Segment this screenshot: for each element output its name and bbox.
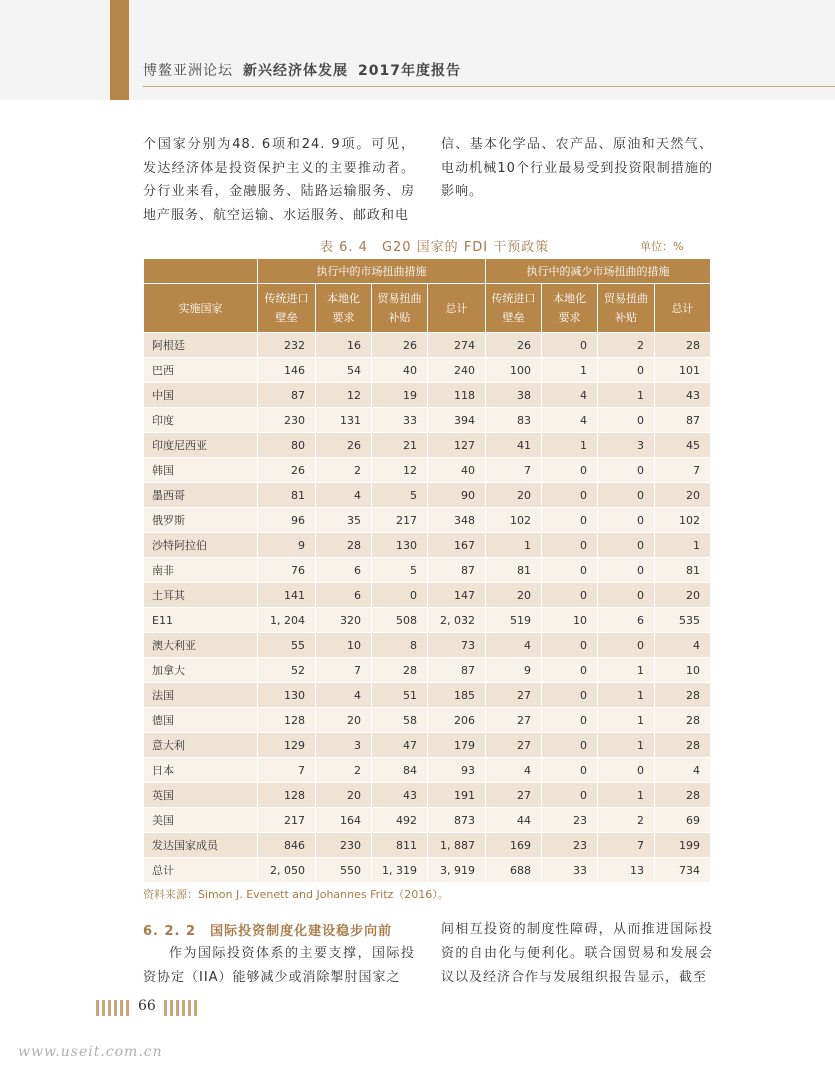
value-cell: 164 (316, 808, 372, 833)
table-row (144, 458, 711, 483)
header-title: 新兴经济体发展 (243, 63, 348, 79)
value-cell: 20 (655, 583, 711, 608)
value-cell: 0 (542, 558, 598, 583)
value-cell: 7 (486, 458, 542, 483)
value-cell: 128 (258, 783, 316, 808)
folio-bars-right (164, 1000, 197, 1016)
value-cell: 28 (655, 733, 711, 758)
value-cell: 147 (428, 583, 486, 608)
value-cell: 734 (655, 858, 711, 883)
value-cell: 43 (372, 783, 428, 808)
value-cell: 87 (655, 408, 711, 433)
sub-header-cell (655, 284, 711, 333)
value-cell: 118 (428, 383, 486, 408)
value-cell: 0 (542, 733, 598, 758)
value-cell: 27 (486, 683, 542, 708)
intro-left-column: 个国家分别为48. 6项和24. 9项。可见，发达经济体是投资保护主义的主要推动者。分行业来看，金融服务、陆路运输服务、房地产服务、航空运输、水运服务、邮政和电 (143, 137, 415, 223)
value-cell: 2 (316, 758, 372, 783)
value-cell: 1 (655, 533, 711, 558)
header-accent-bar (110, 0, 129, 100)
fdi-policy-table (143, 258, 711, 883)
value-cell: 4 (316, 683, 372, 708)
country-cell: 土耳其 (144, 583, 258, 608)
value-cell: 131 (316, 408, 372, 433)
country-cell: 印度尼西亚 (144, 433, 258, 458)
value-cell: 1, 319 (372, 858, 428, 883)
value-cell: 100 (486, 358, 542, 383)
value-cell: 1 (598, 733, 655, 758)
value-cell: 26 (486, 333, 542, 358)
value-cell: 58 (372, 708, 428, 733)
table-row (144, 383, 711, 408)
table-row (144, 858, 711, 883)
value-cell: 1 (598, 383, 655, 408)
value-cell: 0 (598, 408, 655, 433)
country-cell: 俄罗斯 (144, 508, 258, 533)
value-cell: 199 (655, 833, 711, 858)
sub-header-cell (258, 284, 316, 333)
value-cell: 146 (258, 358, 316, 383)
value-cell: 27 (486, 783, 542, 808)
value-cell: 73 (428, 633, 486, 658)
value-cell: 55 (258, 633, 316, 658)
value-cell: 10 (542, 608, 598, 633)
value-cell: 4 (316, 483, 372, 508)
value-cell: 0 (542, 758, 598, 783)
value-cell: 21 (372, 433, 428, 458)
section-right-column: 间相互投资的制度性障碍，从而推进国际投资的自由化与便利化。联合国贸易和发展会议以及经济合作与发展组织报告显示，截至 (441, 922, 713, 985)
value-cell: 81 (655, 558, 711, 583)
value-cell: 5 (372, 483, 428, 508)
value-cell: 20 (486, 483, 542, 508)
running-header (143, 60, 461, 80)
table-row (144, 783, 711, 808)
value-cell: 96 (258, 508, 316, 533)
group-header-distorting: 执行中的市场扭曲措施 (258, 259, 486, 284)
value-cell: 688 (486, 858, 542, 883)
table-row (144, 358, 711, 383)
value-cell: 28 (316, 533, 372, 558)
sub-header-line: 本地化 (553, 292, 586, 305)
country-cell: 巴西 (144, 358, 258, 383)
value-cell: 4 (655, 633, 711, 658)
value-cell: 40 (428, 458, 486, 483)
value-cell: 230 (316, 833, 372, 858)
table-row (144, 433, 711, 458)
value-cell: 27 (486, 708, 542, 733)
value-cell: 12 (316, 383, 372, 408)
value-cell: 28 (372, 658, 428, 683)
country-cell: 发达国家成员 (144, 833, 258, 858)
value-cell: 6 (316, 558, 372, 583)
sub-header-cell (486, 284, 542, 333)
value-cell: 0 (598, 558, 655, 583)
value-cell: 2 (316, 458, 372, 483)
value-cell: 43 (655, 383, 711, 408)
value-cell: 2 (598, 808, 655, 833)
value-cell: 191 (428, 783, 486, 808)
value-cell: 535 (655, 608, 711, 633)
value-cell: 141 (258, 583, 316, 608)
value-cell: 811 (372, 833, 428, 858)
table-row (144, 483, 711, 508)
country-cell: 加拿大 (144, 658, 258, 683)
value-cell: 4 (655, 758, 711, 783)
value-cell: 3 (598, 433, 655, 458)
table-caption: 表 6. 4 G20 国家的 FDI 干预政策 (320, 240, 550, 255)
value-cell: 33 (542, 858, 598, 883)
value-cell: 217 (258, 808, 316, 833)
value-cell: 19 (372, 383, 428, 408)
value-cell: 0 (598, 533, 655, 558)
value-cell: 41 (486, 433, 542, 458)
value-cell: 3 (316, 733, 372, 758)
value-cell: 0 (542, 633, 598, 658)
value-cell: 169 (486, 833, 542, 858)
section-left-column: 作为国际投资体系的主要支撑，国际投资协定（IIA）能够减少或消除掣肘国家之 (143, 946, 415, 985)
value-cell: 1, 204 (258, 608, 316, 633)
value-cell: 232 (258, 333, 316, 358)
value-cell: 0 (542, 458, 598, 483)
table-row (144, 583, 711, 608)
value-cell: 1 (542, 433, 598, 458)
value-cell: 83 (486, 408, 542, 433)
sub-header-line: 壁垒 (502, 311, 525, 324)
value-cell: 47 (372, 733, 428, 758)
value-cell: 44 (486, 808, 542, 833)
value-cell: 519 (486, 608, 542, 633)
value-cell: 10 (316, 633, 372, 658)
value-cell: 28 (655, 783, 711, 808)
value-cell: 0 (542, 658, 598, 683)
intro-right-column: 信、基本化学品、农产品、原油和天然气、电动机械10个行业最易受到投资限制措施的影响。 (441, 137, 713, 199)
value-cell: 0 (598, 358, 655, 383)
value-cell: 20 (316, 708, 372, 733)
table-row (144, 408, 711, 433)
value-cell: 7 (258, 758, 316, 783)
group-header-reducing: 执行中的减少市场扭曲的措施 (486, 259, 711, 284)
value-cell: 127 (428, 433, 486, 458)
value-cell: 7 (655, 458, 711, 483)
value-cell: 0 (598, 483, 655, 508)
value-cell: 80 (258, 433, 316, 458)
value-cell: 20 (486, 583, 542, 608)
value-cell: 26 (372, 333, 428, 358)
table-source: 资料来源：Simon J. Evenett and Johannes Fritz（2016）。 (143, 888, 449, 901)
value-cell: 35 (316, 508, 372, 533)
value-cell: 33 (372, 408, 428, 433)
value-cell: 348 (428, 508, 486, 533)
value-cell: 8 (372, 633, 428, 658)
value-cell: 394 (428, 408, 486, 433)
value-cell: 3, 919 (428, 858, 486, 883)
value-cell: 4 (486, 758, 542, 783)
watermark: www.useit.com.cn (18, 1044, 163, 1060)
value-cell: 93 (428, 758, 486, 783)
value-cell: 4 (542, 408, 598, 433)
value-cell: 5 (372, 558, 428, 583)
value-cell: 230 (258, 408, 316, 433)
country-cell: 中国 (144, 383, 258, 408)
section-heading: 6. 2. 2 国际投资制度化建设稳步向前 (143, 924, 393, 939)
country-cell: 阿根廷 (144, 333, 258, 358)
value-cell: 20 (316, 783, 372, 808)
table-row (144, 833, 711, 858)
value-cell: 128 (258, 708, 316, 733)
sub-header-line: 补贴 (615, 311, 637, 324)
value-cell: 51 (372, 683, 428, 708)
value-cell: 81 (486, 558, 542, 583)
country-cell: 美国 (144, 808, 258, 833)
value-cell: 28 (655, 708, 711, 733)
value-cell: 2, 032 (428, 608, 486, 633)
sub-header-line: 本地化 (327, 292, 360, 305)
table-row (144, 333, 711, 358)
value-cell: 0 (542, 683, 598, 708)
value-cell: 7 (316, 658, 372, 683)
value-cell: 1 (598, 658, 655, 683)
value-cell: 87 (428, 658, 486, 683)
header-year-report: 2017年度报告 (358, 63, 461, 79)
value-cell: 0 (542, 533, 598, 558)
value-cell: 274 (428, 333, 486, 358)
value-cell: 12 (372, 458, 428, 483)
value-cell: 2 (598, 333, 655, 358)
table-row (144, 633, 711, 658)
sub-header-line: 传统进口 (264, 292, 309, 305)
sub-header-line: 总计 (445, 301, 468, 315)
value-cell: 1 (598, 783, 655, 808)
value-cell: 508 (372, 608, 428, 633)
value-cell: 0 (598, 583, 655, 608)
value-cell: 0 (542, 583, 598, 608)
table-row (144, 508, 711, 533)
value-cell: 0 (598, 633, 655, 658)
value-cell: 101 (655, 358, 711, 383)
value-cell: 26 (316, 433, 372, 458)
value-cell: 87 (258, 383, 316, 408)
value-cell: 492 (372, 808, 428, 833)
table-row (144, 808, 711, 833)
value-cell: 54 (316, 358, 372, 383)
sub-header-line: 传统进口 (491, 292, 536, 305)
value-cell: 130 (372, 533, 428, 558)
value-cell: 240 (428, 358, 486, 383)
sub-header-cell (428, 284, 486, 333)
table-row (144, 608, 711, 633)
country-cell: 南非 (144, 558, 258, 583)
table-unit: 单位：% (640, 240, 684, 253)
country-cell: 墨西哥 (144, 483, 258, 508)
sub-header-line: 总计 (671, 301, 694, 315)
country-cell: 印度 (144, 408, 258, 433)
value-cell: 1 (486, 533, 542, 558)
value-cell: 38 (486, 383, 542, 408)
value-cell: 23 (542, 833, 598, 858)
value-cell: 1 (598, 708, 655, 733)
value-cell: 52 (258, 658, 316, 683)
table-row (144, 533, 711, 558)
value-cell: 0 (542, 483, 598, 508)
country-cell: 沙特阿拉伯 (144, 533, 258, 558)
country-cell: 日本 (144, 758, 258, 783)
value-cell: 129 (258, 733, 316, 758)
value-cell: 9 (486, 658, 542, 683)
sub-header-cell (316, 284, 372, 333)
sub-header-line: 要求 (332, 311, 355, 324)
country-cell: 韩国 (144, 458, 258, 483)
value-cell: 27 (486, 733, 542, 758)
table-row (144, 658, 711, 683)
value-cell: 185 (428, 683, 486, 708)
value-cell: 69 (655, 808, 711, 833)
table-row (144, 733, 711, 758)
page-number: 66 (138, 998, 156, 1014)
value-cell: 0 (542, 508, 598, 533)
sub-header-line: 贸易扭曲 (604, 292, 648, 305)
header-series: 博鳌亚洲论坛 (143, 63, 233, 79)
value-cell: 76 (258, 558, 316, 583)
value-cell: 167 (428, 533, 486, 558)
value-cell: 1 (542, 358, 598, 383)
value-cell: 0 (372, 583, 428, 608)
value-cell: 84 (372, 758, 428, 783)
value-cell: 0 (598, 758, 655, 783)
value-cell: 846 (258, 833, 316, 858)
value-cell: 20 (655, 483, 711, 508)
value-cell: 13 (598, 858, 655, 883)
value-cell: 0 (598, 458, 655, 483)
value-cell: 550 (316, 858, 372, 883)
table-row (144, 558, 711, 583)
value-cell: 28 (655, 683, 711, 708)
value-cell: 0 (542, 783, 598, 808)
sub-header-line: 贸易扭曲 (377, 292, 422, 305)
value-cell: 1, 887 (428, 833, 486, 858)
value-cell: 102 (486, 508, 542, 533)
value-cell: 320 (316, 608, 372, 633)
value-cell: 0 (542, 333, 598, 358)
sub-header-line: 壁垒 (275, 311, 298, 324)
value-cell: 102 (655, 508, 711, 533)
country-cell: 英国 (144, 783, 258, 808)
value-cell: 40 (372, 358, 428, 383)
table-row (144, 708, 711, 733)
value-cell: 90 (428, 483, 486, 508)
corner-header-cell (144, 259, 258, 284)
value-cell: 81 (258, 483, 316, 508)
value-cell: 179 (428, 733, 486, 758)
value-cell: 206 (428, 708, 486, 733)
value-cell: 23 (542, 808, 598, 833)
value-cell: 28 (655, 333, 711, 358)
country-cell: 澳大利亚 (144, 633, 258, 658)
country-cell: 总计 (144, 858, 258, 883)
value-cell: 6 (316, 583, 372, 608)
value-cell: 1 (598, 683, 655, 708)
sub-header-line: 补贴 (388, 311, 411, 324)
sub-header-cell (372, 284, 428, 333)
country-column-header: 实施国家 (144, 284, 258, 333)
value-cell: 87 (428, 558, 486, 583)
sub-header-cell (542, 284, 598, 333)
header-rule (143, 86, 835, 87)
value-cell: 45 (655, 433, 711, 458)
value-cell: 130 (258, 683, 316, 708)
sub-header-line: 要求 (558, 311, 581, 324)
country-cell: 德国 (144, 708, 258, 733)
value-cell: 10 (655, 658, 711, 683)
value-cell: 2, 050 (258, 858, 316, 883)
sub-header-cell (598, 284, 655, 333)
table-row (144, 683, 711, 708)
country-cell: 法国 (144, 683, 258, 708)
value-cell: 7 (598, 833, 655, 858)
value-cell: 4 (542, 383, 598, 408)
value-cell: 16 (316, 333, 372, 358)
country-cell: E11 (144, 608, 258, 633)
value-cell: 9 (258, 533, 316, 558)
folio-bars-left (96, 1000, 129, 1016)
value-cell: 4 (486, 633, 542, 658)
value-cell: 873 (428, 808, 486, 833)
value-cell: 26 (258, 458, 316, 483)
country-cell: 意大利 (144, 733, 258, 758)
value-cell: 0 (542, 708, 598, 733)
value-cell: 0 (598, 508, 655, 533)
value-cell: 217 (372, 508, 428, 533)
table-row (144, 758, 711, 783)
value-cell: 6 (598, 608, 655, 633)
